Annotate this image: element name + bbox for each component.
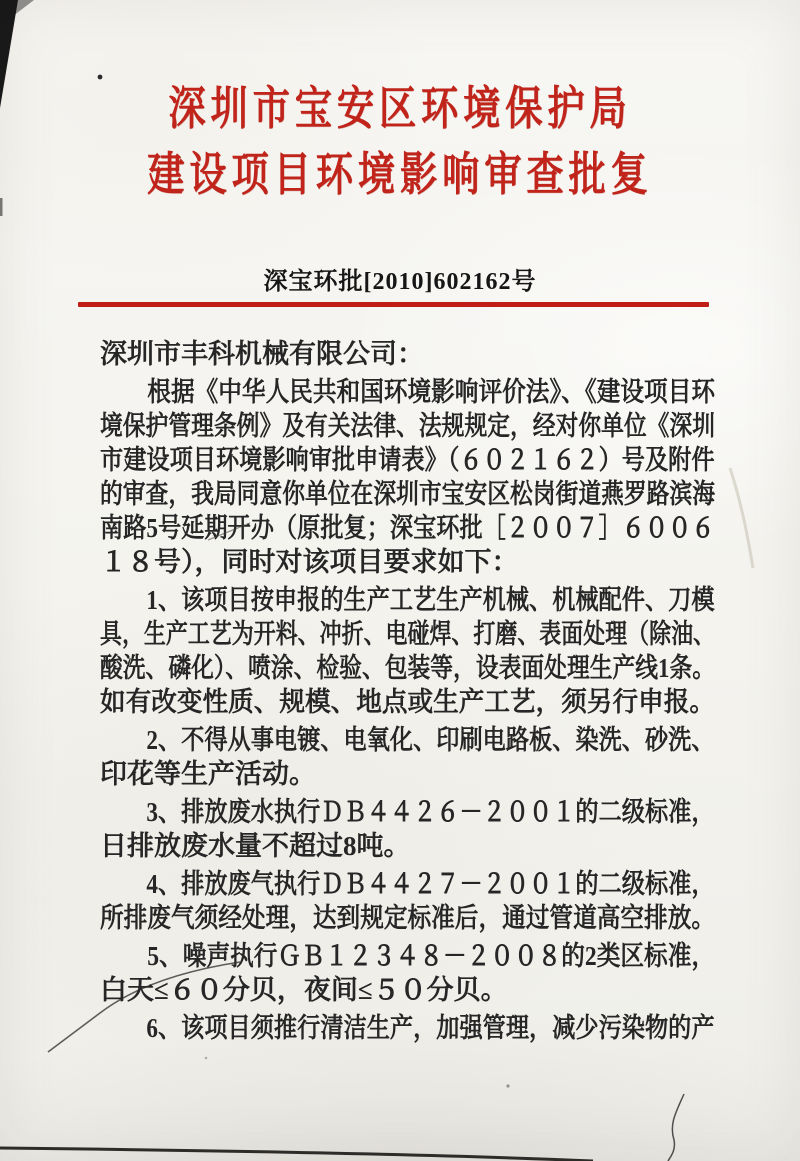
body-line: 南路5号延期开办（原批复；深宝环批［２００７］６００６ [100, 513, 715, 543]
body-line: 市建设项目环境影响审批申请表》（６０２１６２）号及附件 [100, 445, 715, 475]
bottom-edge-shadow [0, 1148, 593, 1161]
scan-corner-shade [0, 0, 34, 26]
right-side-faint-crease [730, 468, 753, 568]
body-line-item-5: 5、噪声执行ＧＢ１２３４８－２００８的2类区标准， [100, 941, 715, 971]
body-line: 所排废气须经处理，达到规定标准后，通过管道高空排放。 [100, 903, 715, 933]
body-line-item-1: 1、该项目按申报的生产工艺生产机械、机械配件、刀模 [100, 585, 715, 615]
body-line-salutation: 深圳市丰科机械有限公司： [100, 339, 424, 369]
body-line-item-3: 3、排放废水执行ＤＢ４４２６－２００１的二级标准， [100, 797, 715, 827]
document-number: 深宝环批[2010]602162号 [263, 269, 537, 295]
body-line: 白天≤６０分贝，夜间≤５０分贝。 [100, 975, 508, 1005]
body-line: １８号），同时对该项目要求如下： [100, 547, 519, 577]
red-divider-rule [78, 302, 709, 307]
bottom-right-crease [668, 1094, 684, 1161]
body-line: 境保护管理条例》及有关法律、法规规定，经对你单位《深圳 [100, 411, 715, 441]
body-line: 酸洗、磷化）、喷涂、检验、包装等，设表面处理生产线1条。 [100, 653, 715, 683]
paper-speck [506, 1084, 509, 1087]
body-line: 日排放废水量不超过8吨。 [100, 831, 411, 861]
body-line: 根据《中华人民共和国环境影响评价法》、《建设项目环 [100, 377, 715, 407]
body-line-item-6: 6、该项目须推行清洁生产，加强管理，减少污染物的产 [100, 1013, 715, 1043]
document-title-line-2: 建设项目环境影响审查批复 [147, 149, 653, 200]
document-title [0, 76, 800, 208]
body-line-item-2: 2、不得从事电镀、电氧化、印刷电路板、染洗、砂洗、 [100, 725, 715, 755]
paper-speck [205, 1057, 208, 1060]
body-line: 如有改变性质、规模、地点或生产工艺，须另行申报。 [100, 687, 715, 717]
document-body [100, 337, 715, 1045]
body-line: 的审查，我局同意你单位在深圳市宝安区松岗街道燕罗路滨海 [100, 479, 715, 509]
body-line: 印花等生产活动。 [100, 759, 316, 789]
document-title-line-1: 深圳市宝安区环境保护局 [168, 83, 632, 134]
body-line-item-4: 4、排放废气执行ＤＢ４４２７－２００１的二级标准， [100, 869, 715, 899]
body-line: 具，生产工艺为开料、冲折、电碰焊、打磨、表面处理（除油、 [100, 619, 715, 649]
